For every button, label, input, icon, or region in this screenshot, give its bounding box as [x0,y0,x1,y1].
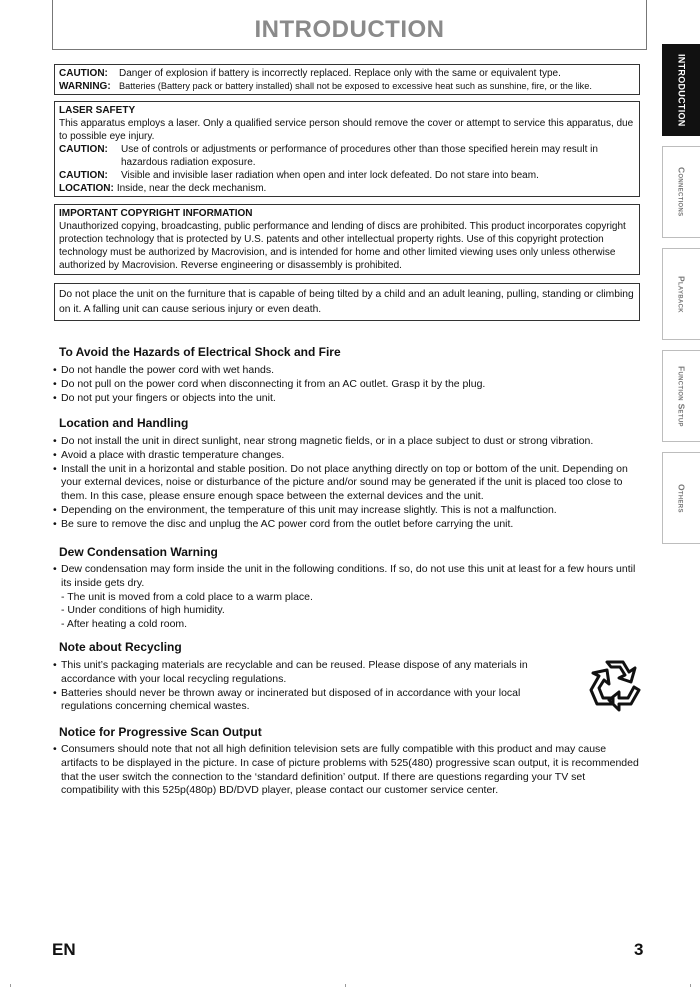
shock-list [53,364,647,405]
list-item: • Batteries should never be thrown away or incinerated but disposed of in accordance with your local regulations concerning chemical wastes. [53,686,521,713]
dew-heading: Dew Condensation Warning [59,545,218,559]
laser-caution-row-2 [59,169,635,182]
list-item: • Do not pull on the power cord when disconnecting it from an AC outlet. Grasp it by the plug. [53,377,486,390]
list-item: • Depending on the environment, the temperature of this unit may increase slightly. This is not a malfunction. [53,503,557,516]
laser-safety-intro: This apparatus employs a laser. Only a qualified service person should remove the cover or attempt to service this apparatus, due to possible eye injury. [59,118,634,142]
caution-row [59,67,635,80]
recycle-icon [585,656,645,718]
laser-location-row [59,182,635,195]
laser-caution-label-2: CAUTION: [59,170,108,181]
copyright-text: Unauthorized copying, broadcasting, public performance and lending of discs are prohibited. This product incorporates copyright protection technology that is protected by U.S. patents and other intellectual property rights. Use of this copyright protection technology must be authorized by Macrovision, and is intended for home and other limited viewing uses only unless otherwise authorized by Macrovision. Reverse engineering or disassembly is prohibited. [59,221,626,271]
list-item: • Consumers should note that not all high definition television sets are fully compatible with this product and may cause artifacts to be displayed in the picture. In case of picture problems with 525(480) progressive scan output, it is recommended that the user switch the connection to the ‘standard definition’ output. If there are questions regarding your TV set compatibility with this 525p(480p) BD/DVD player, please contact our customer service center. [53,743,639,797]
list-item: • Dew condensation may form inside the unit in the following conditions. If so, do not use this unit at least for a few hours until its inside gets dry. [53,563,636,589]
caution-text: Danger of explosion if battery is incorrectly replaced. Replace only with the same or equivalent type. [119,68,561,79]
tab-introduction[interactable]: INTRODUCTION [662,44,700,136]
tab-others[interactable]: Others [662,452,700,544]
tab-function-setup[interactable]: Function Setup [662,350,700,442]
copyright-box [54,204,640,275]
list-subitem: - The unit is moved from a cold place to a warm place. [61,590,313,603]
list-subitem: - Under conditions of high humidity. [61,604,225,617]
caution-label: CAUTION: [59,68,108,79]
laser-safety-title: LASER SAFETY [59,105,136,116]
location-heading: Location and Handling [59,416,189,430]
list-item: • Do not put your fingers or objects into the unit. [53,391,276,404]
list-item: • Be sure to remove the disc and unplug the AC power cord from the outlet before carrying the unit. [53,517,514,530]
list-item: • Avoid a place with drastic temperature changes. [53,448,285,461]
shock-heading: To Avoid the Hazards of Electrical Shock and Fire [59,345,341,359]
language-label: EN [52,940,76,959]
list-item: • Install the unit in a horizontal and stable position. Do not place anything directly on top or bottom of the unit. Depending on your external devices, noise or disturbance of the picture and/or sound may be generated if the unit is placed too close to them. In this case, please ensure enough space between the external devices and the unit. [53,462,628,503]
furniture-notice-box [54,283,640,321]
laser-safety-box [54,101,640,197]
page-number: 3 [634,940,644,959]
page-title: INTRODUCTION [254,16,445,43]
progressive-list [53,743,645,798]
dew-list [53,563,643,632]
furniture-notice-text: Do not place the unit on the furniture that is capable of being tilted by a child and an adult leaning, pulling, standing or climbing on it. A falling unit can cause serious injury or even death. [59,289,634,315]
tab-connections[interactable]: Connections [662,146,700,238]
warning-label: WARNING: [59,81,111,92]
recycling-list [53,659,563,714]
list-item: • Do not install the unit in direct sunlight, near strong magnetic fields, or in a place subject to dust or strong vibration. [53,435,594,447]
tab-playback[interactable]: Playback [662,248,700,340]
caution-box [54,64,640,95]
list-item: • Do not handle the power cord with wet hands. [53,364,275,376]
recycling-heading: Note about Recycling [59,640,182,654]
laser-caution-row-1 [59,143,635,169]
list-item: • This unit’s packaging materials are recyclable and can be reused. Please dispose of any materials in accordance with your local recycling regulations. [53,659,528,685]
laser-caution-label-1: CAUTION: [59,144,108,155]
location-list [53,435,647,532]
warning-row [59,80,635,93]
laser-caution-text-2: Visible and invisible laser radiation when open and inter lock defeated. Do not stare into beam. [121,170,539,181]
laser-caution-text-1: Use of controls or adjustments or performance of procedures other than those specified herein may result in hazardous radiation exposure. [121,144,598,168]
warning-text: Batteries (Battery pack or battery installed) shall not be exposed to excessive heat such as sunshine, fire, or the like. [119,81,592,91]
copyright-title: IMPORTANT COPYRIGHT INFORMATION [59,208,253,219]
progressive-heading: Notice for Progressive Scan Output [59,725,262,739]
list-subitem: - After heating a cold room. [61,618,188,631]
laser-location-label: LOCATION: [59,183,114,194]
laser-location-text: Inside, near the deck mechanism. [116,183,267,194]
